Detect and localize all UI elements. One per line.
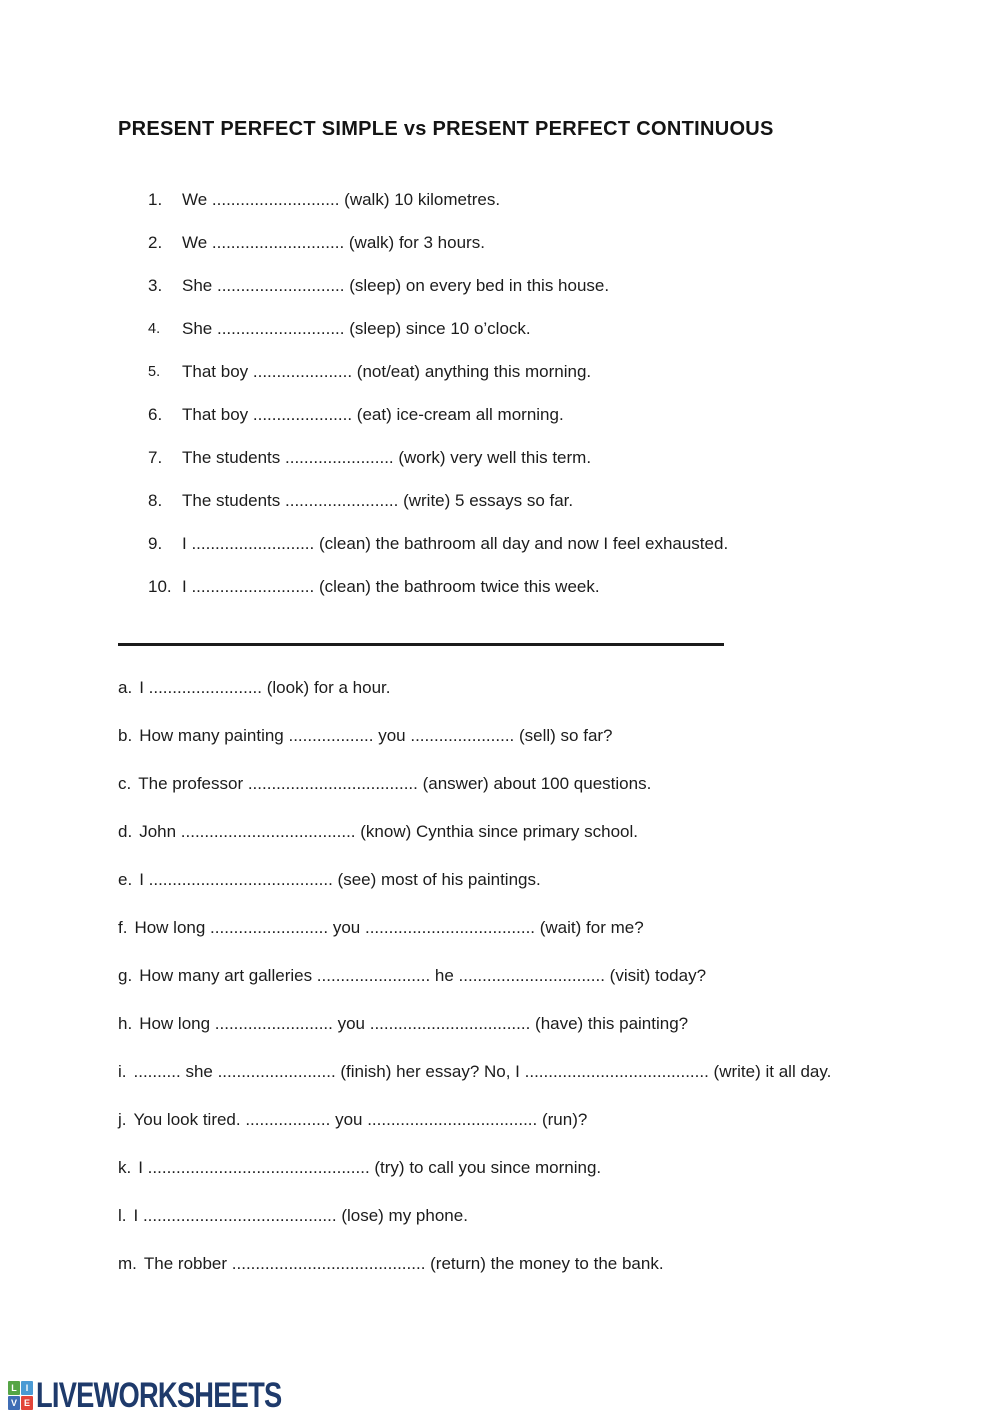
item-text: John ..................................... (know) Cynthia since primary school. [139,822,639,841]
item-text: I ........................ (look) for a hour. [139,678,391,697]
brand-text: LIVEWORKSHEETS [36,1376,282,1413]
exercise-item-a [118,676,831,700]
exercise-item-j [118,1108,831,1132]
item-letter: j. [118,1110,127,1129]
exercise-item-b [118,724,831,748]
item-letter: b. [118,726,133,745]
numbered-exercise-list [148,189,728,619]
item-letter: h. [118,1014,133,1033]
item-text: The students ........................ (write) 5 essays so far. [182,491,574,510]
exercise-item-6 [148,404,728,426]
exercise-item-10 [148,576,728,598]
item-letter: a. [118,678,133,697]
exercise-item-e [118,868,831,892]
item-text: I ............................................... (try) to call you since morning. [138,1158,602,1177]
exercise-item-h [118,1012,831,1036]
item-number: 6. [148,405,163,424]
item-number: 1. [148,190,163,209]
item-text: You look tired. .................. you .................................... (run)? [133,1110,588,1129]
item-text: That boy ..................... (eat) ice-cream all morning. [182,405,564,424]
item-letter: m. [118,1254,137,1273]
logo-square-v: V [8,1396,20,1410]
item-text: We ........................... (walk) 10 kilometres. [182,190,501,209]
item-letter: i. [118,1062,127,1081]
item-text: How many painting .................. you ...................... (sell) so far? [139,726,613,745]
item-text: She ........................... (sleep) on every bed in this house. [182,276,610,295]
item-letter: g. [118,966,133,985]
exercise-item-5 [148,361,728,383]
logo-square-e: E [21,1396,33,1410]
exercise-item-9 [148,533,728,555]
item-text: The students ....................... (work) very well this term. [182,448,592,467]
exercise-item-g [118,964,831,988]
item-text: How long ......................... you .................................. (have) this painting? [139,1014,689,1033]
logo-square-l: L [8,1381,20,1395]
exercise-item-f [118,916,831,940]
item-letter: k. [118,1158,132,1177]
item-text: I .......................... (clean) the bathroom all day and now I feel exhausted. [182,534,729,553]
exercise-item-m [118,1252,831,1276]
liveworksheets-logo[interactable] [8,1376,351,1413]
exercise-item-2 [148,232,728,254]
logo-square-i: I [21,1381,33,1395]
item-letter: e. [118,870,133,889]
exercise-item-i [118,1060,831,1084]
item-text: We ............................ (walk) for 3 hours. [182,233,485,252]
item-text: .......... she ......................... (finish) her essay? No, I ....................................... (write) it all day. [133,1062,832,1081]
exercise-item-4 [148,318,728,340]
item-number: 5. [148,364,161,380]
worksheet-title: PRESENT PERFECT SIMPLE vs PRESENT PERFECT CONTINUOUS [118,118,774,140]
exercise-item-8 [148,490,728,512]
item-text: How many art galleries ........................ he ............................... (visit) today? [139,966,707,985]
item-number: 4. [148,321,161,337]
item-text: I .......................... (clean) the bathroom twice this week. [182,577,600,596]
exercise-item-l [118,1204,831,1228]
section-divider [118,643,724,646]
item-text: The professor .................................... (answer) about 100 questions. [138,774,652,793]
item-text: I ....................................... (see) most of his paintings. [139,870,541,889]
lettered-exercise-list [118,676,831,1300]
item-text: She ........................... (sleep) since 10 o’clock. [182,319,531,338]
exercise-item-1 [148,189,728,211]
item-letter: l. [118,1206,127,1225]
item-text: The robber ......................................... (return) the money to the bank. [143,1254,664,1273]
item-number: 3. [148,276,163,295]
exercise-item-3 [148,275,728,297]
item-number: 9. [148,534,163,553]
exercise-item-d [118,820,831,844]
item-letter: d. [118,822,133,841]
item-letter: f. [118,918,128,937]
item-text: How long ......................... you .................................... (wait) for me? [134,918,644,937]
exercise-item-k [118,1156,831,1180]
item-letter: c. [118,774,132,793]
item-number: 10. [148,577,172,596]
item-number: 8. [148,491,163,510]
footer [8,1376,351,1413]
item-number: 2. [148,233,163,252]
exercise-item-c [118,772,831,796]
item-text: I ......................................... (lose) my phone. [133,1206,468,1225]
liveworksheets-logo-icon [8,1381,33,1410]
exercise-item-7 [148,447,728,469]
item-text: That boy ..................... (not/eat) anything this morning. [182,362,592,381]
item-number: 7. [148,448,163,467]
